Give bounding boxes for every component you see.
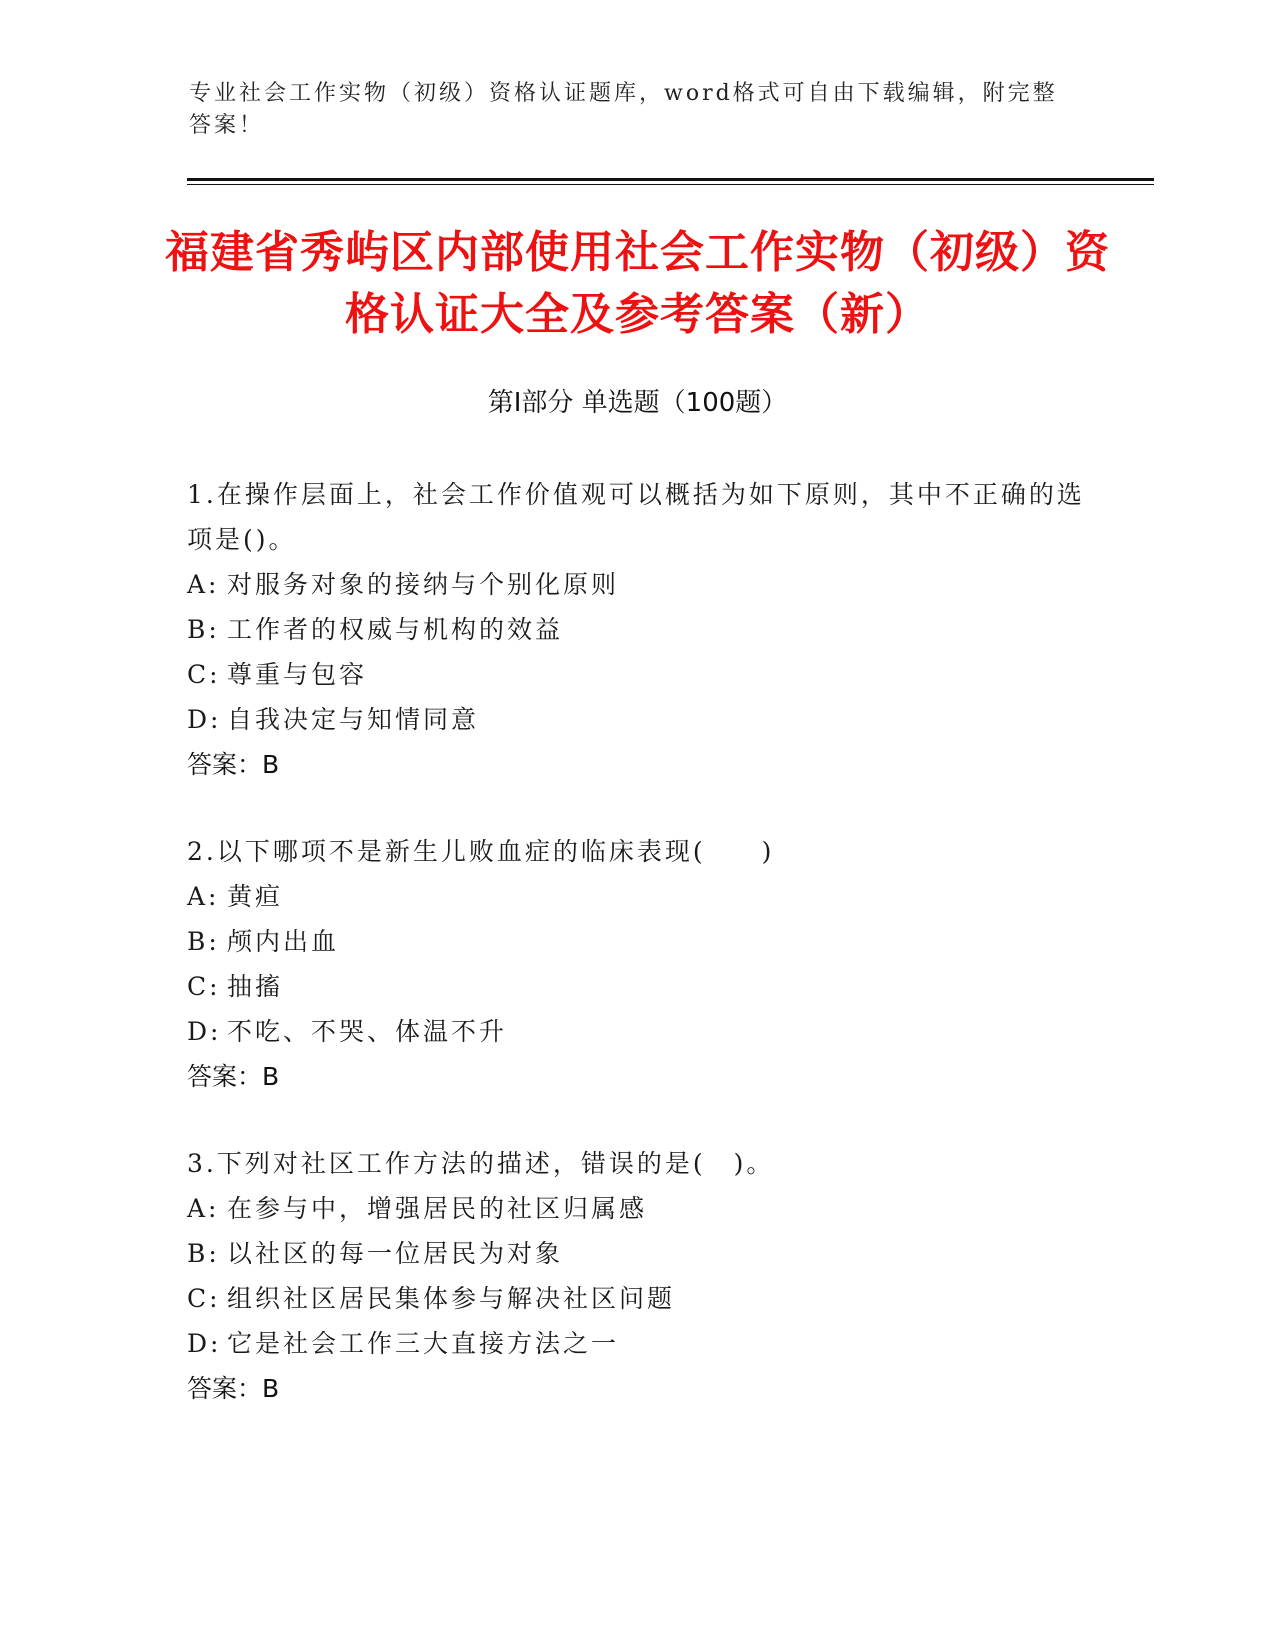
answer: 答案：B [187,750,280,779]
option-text: 它是社会工作三大直接方法之一 [227,1329,620,1358]
question-1 [187,472,1087,787]
option-key: B: [187,927,220,956]
option-key: C: [187,972,221,1001]
question-stem: 1.在操作层面上，社会工作价值观可以概括为如下原则，其中不正确的选项是()。 [187,480,1085,554]
option-key: B: [187,615,220,644]
option-c [187,964,1087,1009]
option-key: A: [187,1194,220,1223]
option-d [187,1321,1087,1366]
option-key: D: [187,705,222,734]
option-c [187,1276,1087,1321]
question-3 [187,1141,1087,1411]
option-key: B: [187,1239,220,1268]
question-stem: 2.以下哪项不是新生儿败血症的临床表现( ) [187,837,775,866]
option-a [187,874,1087,919]
option-key: D: [187,1329,222,1358]
option-b [187,607,1087,652]
option-text: 组织社区居民集体参与解决社区问题 [227,1284,676,1313]
option-d [187,697,1087,742]
option-text: 对服务对象的接纳与个别化原则 [227,570,620,599]
question-2 [187,829,1087,1099]
header-note: 专业社会工作实物（初级）资格认证题库，word格式可自由下载编辑，附完整答案！ [189,81,1058,138]
answer: 答案：B [187,1374,280,1403]
section-title: 第Ⅰ部分 单选题（100题） [487,388,788,418]
question-list [187,472,1087,1453]
option-a [187,562,1087,607]
option-text: 黄疸 [227,882,284,911]
header-divider-thin [187,184,1154,185]
option-text: 在参与中，增强居民的社区归属感 [227,1194,648,1223]
option-text: 自我决定与知情同意 [227,705,480,734]
option-d [187,1009,1087,1054]
option-key: C: [187,660,221,689]
option-a [187,1186,1087,1231]
option-key: C: [187,1284,221,1313]
question-stem: 3.下列对社区工作方法的描述，错误的是( )。 [187,1149,775,1178]
option-key: D: [187,1017,222,1046]
option-text: 不吃、不哭、体温不升 [227,1017,508,1046]
option-text: 工作者的权威与机构的效益 [227,615,564,644]
option-text: 抽搐 [227,972,284,1001]
option-c [187,652,1087,697]
option-text: 颅内出血 [227,927,340,956]
option-b [187,1231,1087,1276]
document-title: 福建省秀屿区内部使用社会工作实物（初级）资格认证大全及参考答案（新） [165,227,1110,340]
option-key: A: [187,882,220,911]
option-text: 以社区的每一位居民为对象 [227,1239,564,1268]
answer: 答案：B [187,1062,280,1091]
header-divider-thick [187,178,1154,181]
option-text: 尊重与包容 [227,660,368,689]
option-key: A: [187,570,220,599]
option-b [187,919,1087,964]
